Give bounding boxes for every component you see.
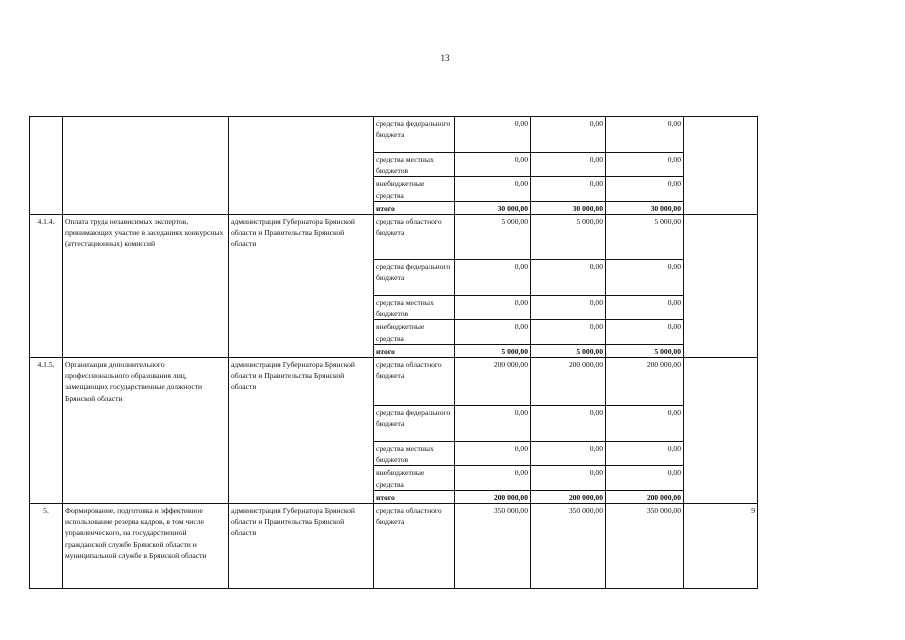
- amount-1: 0,00: [455, 177, 531, 201]
- table-row: [30, 215, 758, 260]
- extra-value: 9: [684, 504, 758, 589]
- amount-1: 200 000,00: [455, 358, 531, 406]
- row-index: 5.: [30, 504, 63, 589]
- row-index: 4.1.4.: [30, 215, 63, 358]
- amount-1: 0,00: [455, 296, 531, 320]
- funding-source: средства местных бюджетов: [374, 296, 455, 320]
- total-2: 30 000,00: [531, 201, 606, 214]
- page-number: 13: [440, 53, 450, 63]
- table-row: [30, 117, 758, 153]
- amount-3: 350 000,00: [606, 504, 684, 589]
- amount-1: 0,00: [455, 153, 531, 177]
- amount-2: 0,00: [531, 177, 606, 201]
- total-label: итого: [374, 344, 455, 357]
- total-2: 5 000,00: [531, 344, 606, 357]
- amount-2: 0,00: [531, 260, 606, 296]
- funding-source: средства федерального бюджета: [374, 260, 455, 296]
- amount-3: 0,00: [606, 260, 684, 296]
- funding-source: средства федерального бюджета: [374, 117, 455, 153]
- funding-source: средства областного бюджета: [374, 215, 455, 260]
- amount-3: 0,00: [606, 320, 684, 344]
- extra-column: [684, 215, 758, 358]
- budget-table: [29, 116, 758, 589]
- total-1: 30 000,00: [455, 201, 531, 214]
- amount-1: 350 000,00: [455, 504, 531, 589]
- amount-2: 5 000,00: [531, 215, 606, 260]
- executor: администрация Губернатора Брянской области и Правительства Брянской области: [229, 215, 374, 358]
- funding-source: внебюджетные средства: [374, 177, 455, 201]
- amount-1: 0,00: [455, 466, 531, 490]
- funding-source: средства местных бюджетов: [374, 153, 455, 177]
- funding-source: внебюджетные средства: [374, 320, 455, 344]
- amount-2: 0,00: [531, 153, 606, 177]
- executor: администрация Губернатора Брянской области и Правительства Брянской области: [229, 358, 374, 504]
- amount-2: 0,00: [531, 406, 606, 442]
- amount-3: 0,00: [606, 177, 684, 201]
- funding-source: средства федерального бюджета: [374, 406, 455, 442]
- total-3: 200 000,00: [606, 490, 684, 503]
- amount-1: 0,00: [455, 117, 531, 153]
- amount-2: 350 000,00: [531, 504, 606, 589]
- amount-2: 0,00: [531, 442, 606, 466]
- amount-1: 0,00: [455, 320, 531, 344]
- amount-1: 0,00: [455, 442, 531, 466]
- activity-name: [63, 117, 229, 215]
- total-label: итого: [374, 490, 455, 503]
- amount-2: 0,00: [531, 466, 606, 490]
- amount-3: 200 000,00: [606, 358, 684, 406]
- amount-2: 0,00: [531, 320, 606, 344]
- total-1: 200 000,00: [455, 490, 531, 503]
- table-row: [30, 358, 758, 406]
- extra-column: [684, 358, 758, 504]
- funding-source: средства местных бюджетов: [374, 442, 455, 466]
- funding-source: средства областного бюджета: [374, 358, 455, 406]
- executor: [229, 117, 374, 215]
- amount-1: 0,00: [455, 260, 531, 296]
- amount-3: 5 000,00: [606, 215, 684, 260]
- total-3: 30 000,00: [606, 201, 684, 214]
- table-row: [30, 504, 758, 589]
- activity-name: Организация дополнительного профессионального образования лиц, замещающих государственные должности Брянской области: [63, 358, 229, 504]
- activity-name: Формирование, подготовка и эффективное использование резерва кадров, в том числе управленческого, на государственной гражданской службе Брянской области и муниципальной службе в Брянской области: [63, 504, 229, 589]
- amount-3: 0,00: [606, 153, 684, 177]
- funding-source: средства областного бюджета: [374, 504, 455, 589]
- total-label: итого: [374, 201, 455, 214]
- amount-3: 0,00: [606, 117, 684, 153]
- amount-3: 0,00: [606, 466, 684, 490]
- amount-1: 5 000,00: [455, 215, 531, 260]
- row-index: 4.1.5.: [30, 358, 63, 504]
- amount-3: 0,00: [606, 296, 684, 320]
- row-index: [30, 117, 63, 215]
- amount-2: 200 000,00: [531, 358, 606, 406]
- activity-name: Оплата труда независимых экспертов, принимающих участие в заседаниях конкурсных (аттестационных) комиссий: [63, 215, 229, 358]
- total-1: 5 000,00: [455, 344, 531, 357]
- amount-3: 0,00: [606, 442, 684, 466]
- amount-2: 0,00: [531, 117, 606, 153]
- amount-1: 0,00: [455, 406, 531, 442]
- amount-2: 0,00: [531, 296, 606, 320]
- total-2: 200 000,00: [531, 490, 606, 503]
- amount-3: 0,00: [606, 406, 684, 442]
- extra-column: [684, 117, 758, 215]
- executor: администрация Губернатора Брянской области и Правительства Брянской области: [229, 504, 374, 589]
- total-3: 5 000,00: [606, 344, 684, 357]
- funding-source: внебюджетные средства: [374, 466, 455, 490]
